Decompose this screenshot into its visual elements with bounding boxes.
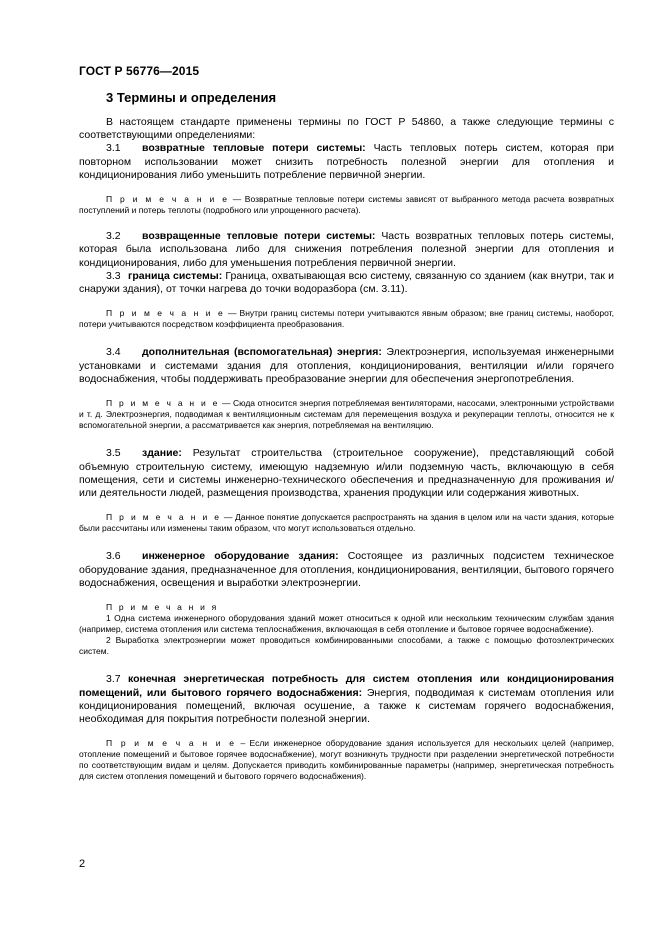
- term-name: возвращенные тепловые потери системы:: [142, 230, 376, 243]
- term-3-2: [79, 230, 614, 270]
- term-name: возвратные тепловые потери системы:: [142, 142, 366, 155]
- term-definition: Состоящее из различных подсистем техническое оборудование здания, предназначенное для отопления, кондиционирования, вентиляции, бытового горячего водоснабжения, освещения и выработки электроэнергии.: [79, 550, 614, 589]
- term-definition: Электроэнергия, используемая инженерными установками и системами здания для отопления, кондиционирования, вентиляции и/или горячего водоснабжения, чтобы поддерживать преобразование энергии для обеспечения энергопотребления.: [79, 346, 614, 385]
- term-number: 3.5: [106, 447, 121, 460]
- term-name: инженерное оборудование здания:: [142, 550, 339, 563]
- term-3-7: [79, 673, 614, 726]
- note-label: П р и м е ч а н и е: [106, 308, 225, 319]
- term-3-6: [79, 550, 614, 590]
- note-label: П р и м е ч а н и е: [106, 194, 230, 205]
- term-3-1: [79, 142, 614, 182]
- term-name: здание:: [142, 447, 182, 460]
- note-label: П р и м е ч а н и е: [106, 398, 220, 409]
- note-text: — Данное понятие допускается распространять на здания в целом или на части здания, которые были рассчитаны или изменены таким образом, что могут использоваться отдельно.: [79, 512, 614, 534]
- term-definition: Результат строительства (строительное сооружение), представляющий собой объемную строительную систему, имеющую надземную и/или подземную часть, включающую в себя помещения, сети и системы инженерно-технического обеспечения и предназначенную для проживания и/или деятельности людей, размещения производства, хранения продукции или содержания животных.: [79, 447, 614, 499]
- term-definition: Часть тепловых потерь систем, которая при повторном использовании может снизить потребность полезной энергии для отопления и кондиционирования либо уменьшить потребление первичной энергии.: [79, 142, 614, 181]
- term-number: 3.1: [106, 142, 121, 155]
- term-definition: Граница, охватывающая всю систему, связанную со зданием (как внутри, так и снаружи здания), от точки нагрева до точки водоразбора (см. 3.11).: [79, 269, 614, 296]
- term-number: 3.4: [106, 346, 121, 359]
- section-intro: В настоящем стандарте применены термины по ГОСТ Р 54860, а также следующие термины с соответствующими определениями:: [79, 116, 614, 142]
- document-body: [79, 116, 614, 783]
- note-text: — Внутри границ системы потери учитываются явным образом; вне границ системы, наоборот, потери учитываются посредством коэффициента преобразования.: [79, 308, 614, 330]
- note-3-6-1: 1 Одна система инженерного оборудования зданий может относиться к одной или нескольким техническим службам здания (например, система отопления или система теплоснабжения, включающая в себя отопление и бытовое горячее водоснабжение).: [79, 613, 614, 635]
- term-3-4: [79, 346, 614, 386]
- term-number: 3.3: [106, 269, 121, 282]
- note-text: — Сюда относится энергия потребляемая вентиляторами, насосами, электронными устройствами и т. д. Электроэнергия, подводимая к вентиляционным системам для перемещения воздуха и рекуперации теплоты, относится не к вспомогательной энергии, а рассматривается как энергия, потребляемая на вентиляцию.: [79, 398, 614, 431]
- term-number: 3.2: [106, 230, 121, 243]
- term-3-3: [79, 270, 614, 296]
- note-label: П р и м е ч а н и е: [106, 738, 237, 749]
- note-3-4: [79, 398, 614, 431]
- section-title: 3 Термины и определения: [106, 90, 277, 105]
- term-name: дополнительная (вспомогательная) энергия:: [142, 346, 382, 359]
- notes-label-3-6: П р и м е ч а н и я: [106, 601, 219, 612]
- term-number: 3.7: [106, 673, 121, 686]
- page-number: 2: [79, 858, 86, 870]
- term-name: конечная энергетическая потребность для систем отопления или кондиционирования помещений, или бытового горячего водоснабжения:: [79, 673, 614, 699]
- document-code: ГОСТ Р 56776—2015: [79, 64, 200, 78]
- note-label: П р и м е ч а н и е: [106, 512, 222, 523]
- term-number: 3.6: [106, 550, 121, 563]
- note-3-5: [79, 512, 614, 534]
- note-3-6-2: 2 Выработка электроэнергии может проводиться комбинированными способами, а также с помощью фотоэлектрических систем.: [79, 635, 614, 657]
- note-3-7: [79, 738, 614, 782]
- note-text: — Возвратные тепловые потери системы зависят от выбранного метода расчета возвратных поступлений и потерь теплоты (подробного или упрощенного расчета).: [79, 194, 614, 216]
- term-3-5: [79, 447, 614, 500]
- term-name: граница системы:: [128, 269, 223, 282]
- note-3-3: [79, 308, 614, 330]
- term-definition: Энергия, подводимая к системам отопления или кондиционирования помещений, включая осушение, а также к системам горячего водоснабжения, необходимая для покрытия потребности полезной энергии.: [79, 686, 614, 725]
- note-text: – Если инженерное оборудование здания используется для нескольких целей (например, отопление помещений и бытовое горячее водоснабжение), могут возникнуть трудности при разделении энергетической потребности по соответствующим видам и целям. Допускается приводить комбинированные параметры (например, энергетическая потребность для систем отопления помещений и бытового горячего водоснабжения).: [79, 738, 614, 782]
- term-definition: Часть возвратных тепловых потерь системы, которая была использована либо для снижения потребления полезной энергии для отопления и кондиционирования, либо для уменьшения потребления первичной энергии.: [79, 230, 615, 269]
- note-3-1: [79, 194, 614, 216]
